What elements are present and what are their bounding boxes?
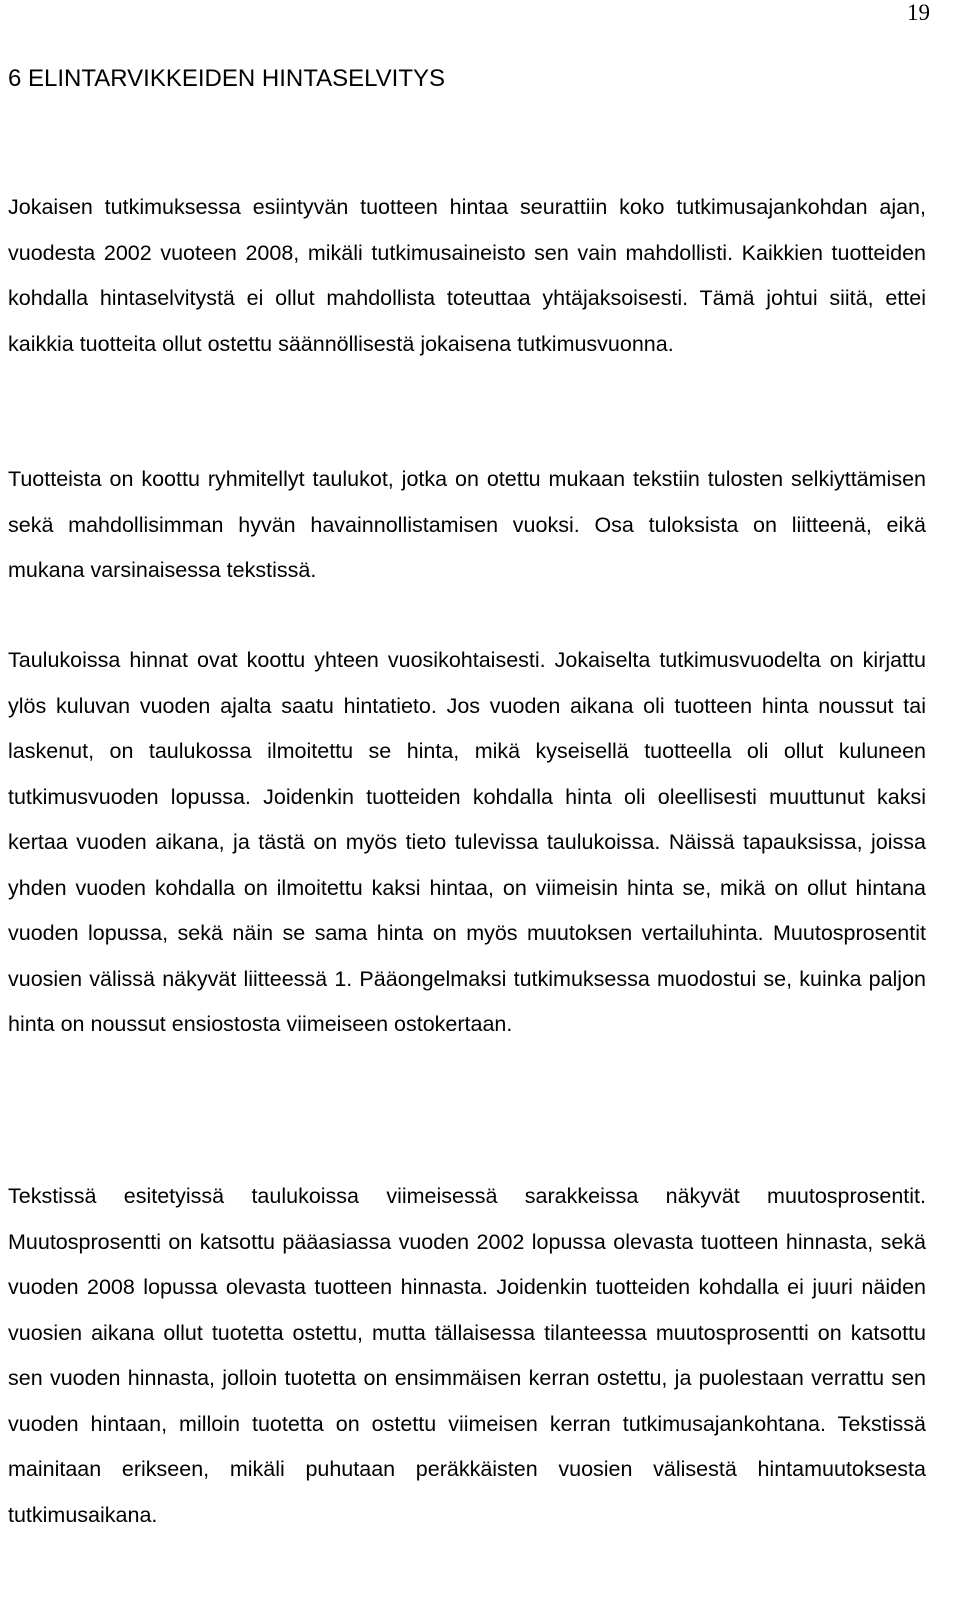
page-number: 19 bbox=[907, 0, 930, 25]
paragraph-2: Tuotteista on koottu ryhmitellyt taulukot, jotka on otettu mukaan tekstiin tulosten selkiyttämisen sekä mahdollisimman hyvän havainnollistamisen vuoksi. Osa tuloksista on liitteenä, eikä mukana varsinaisessa tekstissä. bbox=[8, 467, 926, 582]
paragraph-4: Tekstissä esitetyissä taulukoissa viimeisessä sarakkeissa näkyvät muutosprosentit. Muutosprosentti on katsottu pääasiassa vuoden 2002 lopussa olevasta tuotteen hinnasta, sekä vuoden 2008 lopussa olevasta tuotteen hinnasta. Joidenkin tuotteiden kohdalla ei juuri näiden vuosien aikana ollut tuotetta ostettu, mutta tällaisessa tilanteessa muutosprosentti on katsottu sen vuoden hinnasta, jolloin tuotetta on ensimmäisen kerran ostettu, ja puolestaan verrattu sen vuoden hintaan, milloin tuotetta on ostettu viimeisen kerran tutkimusajankohtana. Tekstissä mainitaan erikseen, mikäli puhutaan peräkkäisten vuosien välisestä hintamuutoksesta tutkimusaikana. bbox=[8, 1184, 926, 1527]
section-heading: 6 ELINTARVIKKEIDEN HINTASELVITYS bbox=[8, 65, 446, 92]
paragraph-1: Jokaisen tutkimuksessa esiintyvän tuotteen hintaa seurattiin koko tutkimusajankohdan ajan, vuodesta 2002 vuoteen 2008, mikäli tutkimusaineisto sen vain mahdollisti. Kaikkien tuotteiden kohdalla hintaselvitystä ei ollut mahdollista toteuttaa yhtäjaksoisesti. Tämä johtui siitä, ettei kaikkia tuotteita ollut ostettu säännöllisestä jokaisena tutkimusvuonna. bbox=[8, 195, 926, 356]
paragraph-3: Taulukoissa hinnat ovat koottu yhteen vuosikohtaisesti. Jokaiselta tutkimusvuodelta on kirjattu ylös kuluvan vuoden ajalta saatu hintatieto. Jos vuoden aikana oli tuotteen hinta noussut tai laskenut, on taulukossa ilmoitettu se hinta, mikä kyseisellä tuotteella oli ollut kuluneen tutkimusvuoden lopussa. Joidenkin tuotteiden kohdalla hinta oli oleellisesti muuttunut kaksi kertaa vuoden aikana, ja tästä on myös tieto tulevissa taulukoissa. Näissä tapauksissa, joissa yhden vuoden kohdalla on ilmoitettu kaksi hintaa, on viimeisin hinta se, mikä on ollut hintana vuoden lopussa, sekä näin se sama hinta on myös muutoksen vertailuhinta. Muutosprosentit vuosien välissä näkyvät liitteessä 1. Pääongelmaksi tutkimuksessa muodostui se, kuinka paljon hinta on noussut ensiostosta viimeiseen ostokertaan. bbox=[8, 648, 926, 1036]
